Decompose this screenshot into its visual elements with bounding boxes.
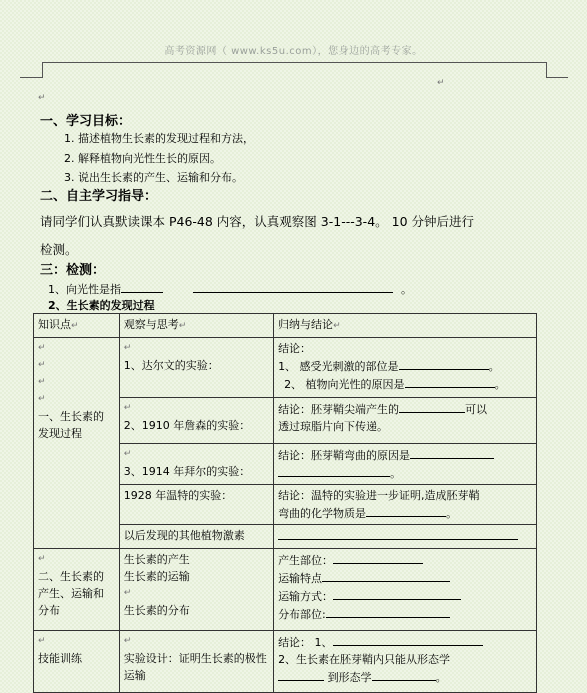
went-conclusion-cell: 结论：温特的实验进一步证明,造成胚芽鞘 弯曲的化学物质是 。 bbox=[274, 485, 537, 525]
objective-3: 3. 说出生长素的产生、运输和分布。 bbox=[64, 171, 243, 184]
boysen-conclusion: 结论：胚芽鞘尖端产生的 bbox=[278, 403, 400, 416]
paal-conclusion-cell: 结论：胚芽鞘弯曲的原因是 。 bbox=[274, 444, 537, 485]
answer-blank[interactable] bbox=[333, 551, 423, 564]
answer-blank[interactable] bbox=[333, 633, 483, 646]
answer-blank[interactable] bbox=[278, 668, 324, 681]
answer-blank[interactable] bbox=[366, 504, 446, 517]
paal-cell: ↵ 3、1914 年拜尔的实验： bbox=[119, 444, 273, 485]
answer-blank[interactable] bbox=[326, 605, 450, 618]
paal-experiment: 3、1914 年拜尔的实验： bbox=[123, 465, 251, 478]
paragraph-mark: ↵ bbox=[437, 78, 445, 88]
section2-title: 二、自主学习指导： bbox=[40, 189, 158, 204]
table-row bbox=[34, 549, 537, 631]
paragraph-mark: ↵ bbox=[38, 93, 46, 103]
objective-2: 2. 解释植物向光性生长的原因。 bbox=[64, 152, 221, 165]
answer-blank[interactable] bbox=[333, 587, 461, 600]
auxin-distribution: 生长素的分布 bbox=[123, 604, 190, 617]
section3-title: 三：检测： bbox=[40, 263, 106, 278]
answer-blank[interactable] bbox=[372, 668, 436, 681]
transport-mode-label: 运输方式： bbox=[278, 590, 334, 603]
other-hormones-cell bbox=[119, 525, 273, 549]
answer-blank[interactable] bbox=[399, 357, 489, 370]
guidance-text-line2: 检测。 bbox=[40, 242, 78, 257]
skill-conclusion-2: 2、生长素在胚芽鞘内只能从形态学 bbox=[278, 653, 451, 666]
answer-blank[interactable] bbox=[278, 464, 390, 477]
experiment-design: 实验设计：证明生长素的极性运输 bbox=[123, 652, 267, 682]
skill-conclusion-cell: 结论： 1、 2、生长素在胚芽鞘内只能从形态学 到形态学 。 bbox=[274, 631, 537, 693]
answer-blank[interactable] bbox=[278, 527, 518, 540]
darwin-conclusion-2: 2、 植物向光性的原因是 bbox=[284, 378, 405, 391]
production-site-label: 产生部位： bbox=[278, 554, 334, 567]
group1-label-cell: ↵ ↵ ↵ ↵ 一、生长素的发现过程 bbox=[34, 338, 120, 549]
transport-feature-label: 运输特点 bbox=[278, 572, 323, 585]
darwin-experiment: 1、达尔文的实验： bbox=[123, 359, 219, 372]
darwin-cell: ↵ 1、达尔文的实验： bbox=[119, 338, 273, 398]
went-experiment: 1928 年温特的实验： bbox=[123, 489, 233, 502]
question-1-label: 1、向光性是指 bbox=[48, 283, 121, 296]
question-2-title: 2、生长素的发现过程 bbox=[48, 299, 155, 312]
header-knowledge: 知识点↵ bbox=[34, 314, 120, 338]
page-header-text: 高考资源网（ www.ks5u.com），您身边的高考专家。 bbox=[164, 46, 423, 57]
answer-blank[interactable] bbox=[193, 280, 393, 293]
boysen-conclusion-mid: 可以 bbox=[465, 403, 488, 416]
answer-blank[interactable] bbox=[399, 400, 465, 413]
distribution-site-label: 分布部位: bbox=[278, 608, 326, 621]
header-corner-left-tick bbox=[20, 77, 43, 78]
boysen-experiment: 2、1910 年詹森的实验： bbox=[123, 419, 251, 432]
boysen-cell: ↵ 2、1910 年詹森的实验： bbox=[119, 398, 273, 444]
conclusion-label: 结论： bbox=[278, 342, 312, 355]
other-hormones: 以后发现的其他植物激素 bbox=[123, 529, 245, 542]
boysen-conclusion-cell bbox=[274, 398, 537, 444]
header-corner-right bbox=[546, 62, 547, 77]
paal-conclusion: 结论：胚芽鞘弯曲的原因是 bbox=[278, 449, 411, 462]
group2-label: 二、生长素的产生、运输和分布 bbox=[38, 570, 104, 617]
table-row bbox=[34, 631, 537, 693]
answer-blank[interactable] bbox=[405, 375, 495, 388]
went-cell bbox=[119, 485, 273, 525]
answer-blank[interactable] bbox=[322, 569, 450, 582]
design-cell: ↵ 实验设计：证明生长素的极性运输 bbox=[119, 631, 273, 693]
guidance-text-line1: 请同学们认真默读课本 P46-48 内容，认真观察图 3-1---3-4。 10 分钟后进行 bbox=[40, 214, 474, 229]
skill-conclusion-1: 结论： 1、 bbox=[278, 636, 333, 649]
header-corner-right-tick bbox=[546, 77, 568, 78]
group3-label-cell: ↵ 技能训练 bbox=[34, 631, 120, 693]
section1-title: 一、学习目标： bbox=[40, 114, 132, 129]
other-hormones-answer-cell bbox=[274, 525, 537, 549]
darwin-conclusion-cell: 结论： 1、 感受光刺激的部位是 。 2、 植物向光性的原因是 。 bbox=[274, 338, 537, 398]
boysen-conclusion-2: 透过琼脂片向下传递。 bbox=[278, 420, 389, 433]
header-rule bbox=[42, 62, 546, 63]
table-header-row bbox=[34, 314, 537, 338]
answer-blank[interactable] bbox=[121, 280, 163, 293]
group2-conclusion-cell bbox=[274, 549, 537, 631]
objective-1: 1. 描述植物生长素的发现过程和方法， bbox=[64, 132, 254, 145]
went-conclusion-2: 弯曲的化学物质是 bbox=[278, 507, 367, 520]
skill-conclusion-3: 到形态学 bbox=[327, 671, 372, 684]
header-observe: 观察与思考↵ bbox=[119, 314, 273, 338]
group1-label: 一、生长素的发现过程 bbox=[38, 410, 104, 440]
group2-observe-cell: 生长素的产生 生长素的运输 ↵ 生长素的分布 bbox=[119, 549, 273, 631]
discovery-table bbox=[33, 313, 537, 693]
table-row bbox=[34, 338, 537, 398]
question-1: 1、向光性是指 。 bbox=[48, 280, 508, 297]
header-conclusion: 归纳与结论↵ bbox=[274, 314, 537, 338]
header-corner-left bbox=[42, 62, 43, 77]
group2-label-cell: ↵ 二、生长素的产生、运输和分布 bbox=[34, 549, 120, 631]
auxin-transport: 生长素的运输 bbox=[123, 570, 190, 583]
went-conclusion-1: 结论：温特的实验进一步证明,造成胚芽鞘 bbox=[278, 489, 480, 502]
answer-blank[interactable] bbox=[410, 446, 494, 459]
group3-label: 技能训练 bbox=[38, 652, 82, 665]
darwin-conclusion-1: 1、 感受光刺激的部位是 bbox=[278, 360, 399, 373]
auxin-production: 生长素的产生 bbox=[123, 553, 190, 566]
